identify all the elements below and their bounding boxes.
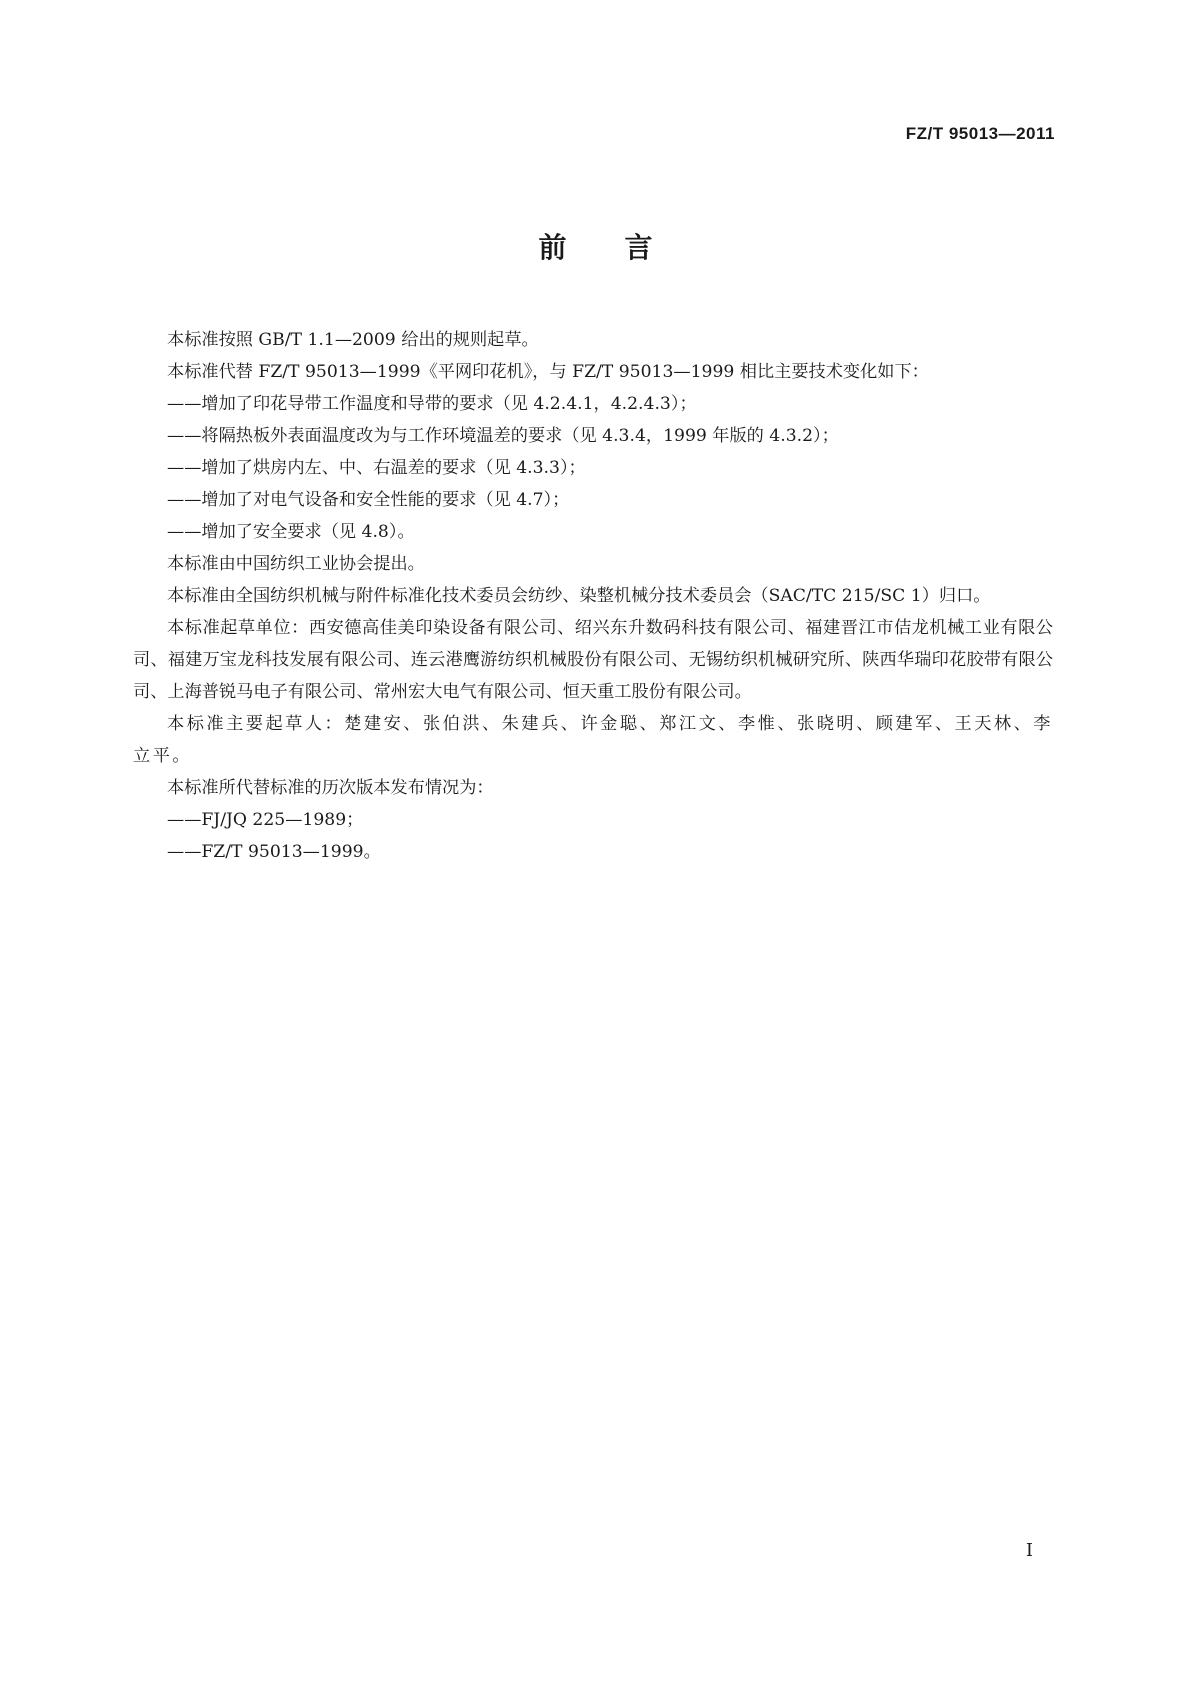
page-title: 前言 <box>538 231 711 264</box>
paragraph-replacement: 本标准代替 FZ/T 95013—1999《平网印花机》，与 FZ/T 95013—1999 相比主要技术变化如下： <box>167 362 929 382</box>
paragraph-drafting-rules: 本标准按照 GB/T 1.1—2009 给出的规则起草。 <box>167 330 539 350</box>
paragraph-drafting-units: 本标准起草单位：西安德高佳美印染设备有限公司、绍兴东升数码科技有限公司、福建晋江市佶龙机械工业有限公司、福建万宝龙科技发展有限公司、连云港鹰游纺织机械股份有限公司、无锡纺织机械研究所、陕西华瑞印花胶带有限公司、上海普锐马电子有限公司、常州宏大电气有限公司、恒天重工股份有限公司。 <box>133 618 1053 702</box>
paragraph-proposer: 本标准由中国纺织工业协会提出。 <box>167 554 425 574</box>
paragraph-history-intro: 本标准所代替标准的历次版本发布情况为： <box>167 778 494 798</box>
paragraph-administrator: 本标准由全国纺织机械与附件标准化技术委员会纺纱、染整机械分技术委员会（SAC/TC 215/SC 1）归口。 <box>167 586 991 606</box>
change-item: ——将隔热板外表面温度改为与工作环境温差的要求（见 4.3.4，1999 年版的 4.3.2）； <box>167 426 839 446</box>
history-item: ——FZ/T 95013—1999。 <box>167 842 381 862</box>
change-item: ——增加了安全要求（见 4.8）。 <box>167 522 415 542</box>
page-number: I <box>1025 1540 1033 1561</box>
history-item: ——FJ/JQ 225—1989； <box>167 810 364 830</box>
standard-number: FZ/T 95013—2011 <box>905 124 1055 143</box>
foreword-body <box>133 324 1053 868</box>
paragraph-drafters: 本标准主要起草人：楚建安、张伯洪、朱建兵、许金聪、郑江文、李惟、张晓明、顾建军、王天林、李立平。 <box>133 714 1053 766</box>
change-item: ——增加了对电气设备和安全性能的要求（见 4.7）； <box>167 490 570 510</box>
change-item: ——增加了印花导带工作温度和导带的要求（见 4.2.4.1，4.2.4.3）； <box>167 394 697 414</box>
change-item: ——增加了烘房内左、中、右温差的要求（见 4.3.3）； <box>167 458 586 478</box>
